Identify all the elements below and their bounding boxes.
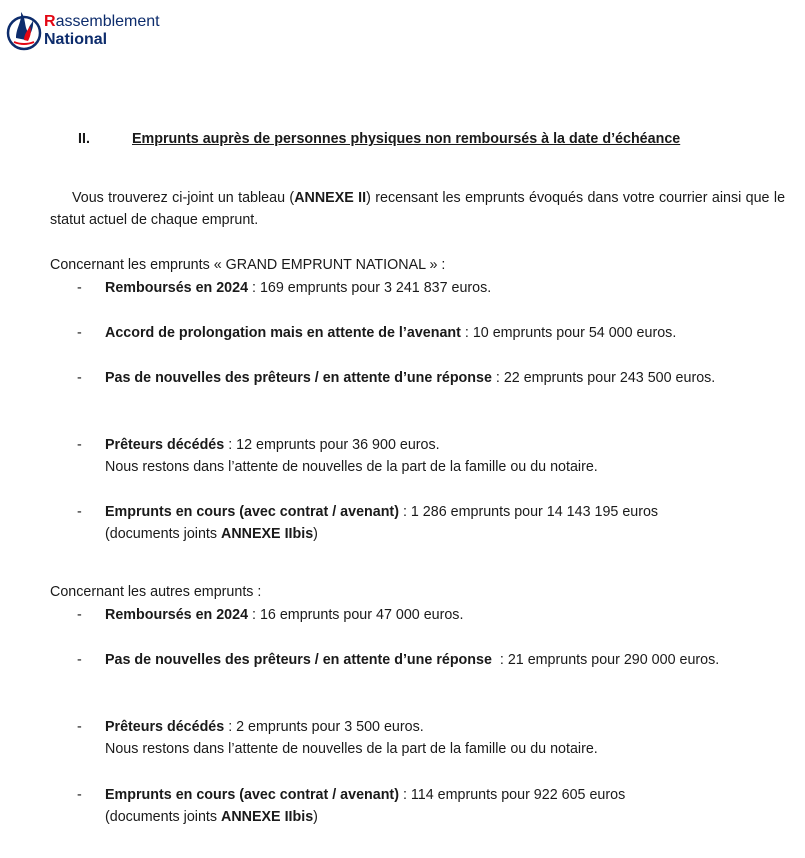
item-label: Emprunts en cours (avec contrat / avenant) bbox=[105, 787, 399, 803]
bullet-dash: - bbox=[77, 325, 82, 341]
item-text: : 22 emprunts pour 243 500 euros. bbox=[491, 370, 716, 386]
item-text: : 21 emprunts pour 290 000 euros. bbox=[491, 652, 720, 668]
item-documents: (documents joints ANNEXE IIbis) bbox=[105, 809, 318, 825]
item-label: Prêteurs décédés bbox=[105, 719, 225, 735]
item-label: Pas de nouvelles des prêteurs / en attente d’une réponse bbox=[105, 370, 492, 386]
item-label: Emprunts en cours (avec contrat / avenant) bbox=[105, 504, 399, 520]
item-label: Prêteurs décédés bbox=[105, 437, 225, 453]
logo-wordmark-line1: Rassemblement bbox=[44, 13, 160, 30]
section-heading bbox=[0, 131, 805, 151]
logo-wordmark-line2: National bbox=[44, 31, 108, 48]
item-documents: (documents joints ANNEXE IIbis) bbox=[105, 526, 318, 542]
bullet-dash: - bbox=[77, 652, 82, 668]
item-note: Nous restons dans l’attente de nouvelles de la part de la famille ou du notaire. bbox=[105, 459, 598, 475]
item-text: : 1 286 emprunts pour 14 143 195 euros bbox=[398, 504, 659, 520]
item-label: Remboursés en 2024 bbox=[105, 607, 249, 623]
bullet-dash: - bbox=[77, 370, 82, 386]
bullet-dash: - bbox=[77, 607, 82, 623]
section-number: II. bbox=[78, 131, 90, 147]
group-heading-autres-emprunts: Concernant les autres emprunts : bbox=[50, 584, 262, 600]
annex-reference: ANNEXE II bbox=[294, 190, 367, 206]
item-label: Accord de prolongation mais en attente de l’avenant bbox=[105, 325, 461, 341]
bullet-dash: - bbox=[77, 787, 82, 803]
item-note: Nous restons dans l’attente de nouvelles de la part de la famille ou du notaire. bbox=[105, 741, 598, 757]
bullet-dash: - bbox=[77, 280, 82, 296]
bullet-dash: - bbox=[77, 504, 82, 520]
bullet-dash: - bbox=[77, 437, 82, 453]
item-label: Pas de nouvelles des prêteurs / en attente d’une réponse bbox=[105, 652, 492, 668]
item-text: : 12 emprunts pour 36 900 euros. bbox=[224, 437, 440, 453]
item-text: : 2 emprunts pour 3 500 euros. bbox=[224, 719, 424, 735]
flame-logo-icon bbox=[6, 6, 42, 54]
item-text: : 16 emprunts pour 47 000 euros. bbox=[248, 607, 464, 623]
bullet-dash: - bbox=[77, 719, 82, 735]
logo bbox=[6, 6, 176, 56]
item-text: : 10 emprunts pour 54 000 euros. bbox=[460, 325, 677, 341]
section-title: Emprunts auprès de personnes physiques non remboursés à la date d’échéance bbox=[132, 131, 681, 147]
item-text: : 114 emprunts pour 922 605 euros bbox=[398, 787, 626, 803]
annex-reference: ANNEXE IIbis bbox=[221, 809, 314, 825]
item-text: : 169 emprunts pour 3 241 837 euros. bbox=[248, 280, 492, 296]
item-label: Remboursés en 2024 bbox=[105, 280, 249, 296]
group-heading-grand-emprunt: Concernant les emprunts « GRAND EMPRUNT NATIONAL » : bbox=[50, 257, 446, 273]
annex-reference: ANNEXE IIbis bbox=[221, 526, 314, 542]
intro-paragraph: Vous trouverez ci-joint un tableau (ANNEXE II) recensant les emprunts évoqués dans votre courrier ainsi que le statut actuel de chaque emprunt. bbox=[50, 190, 786, 228]
